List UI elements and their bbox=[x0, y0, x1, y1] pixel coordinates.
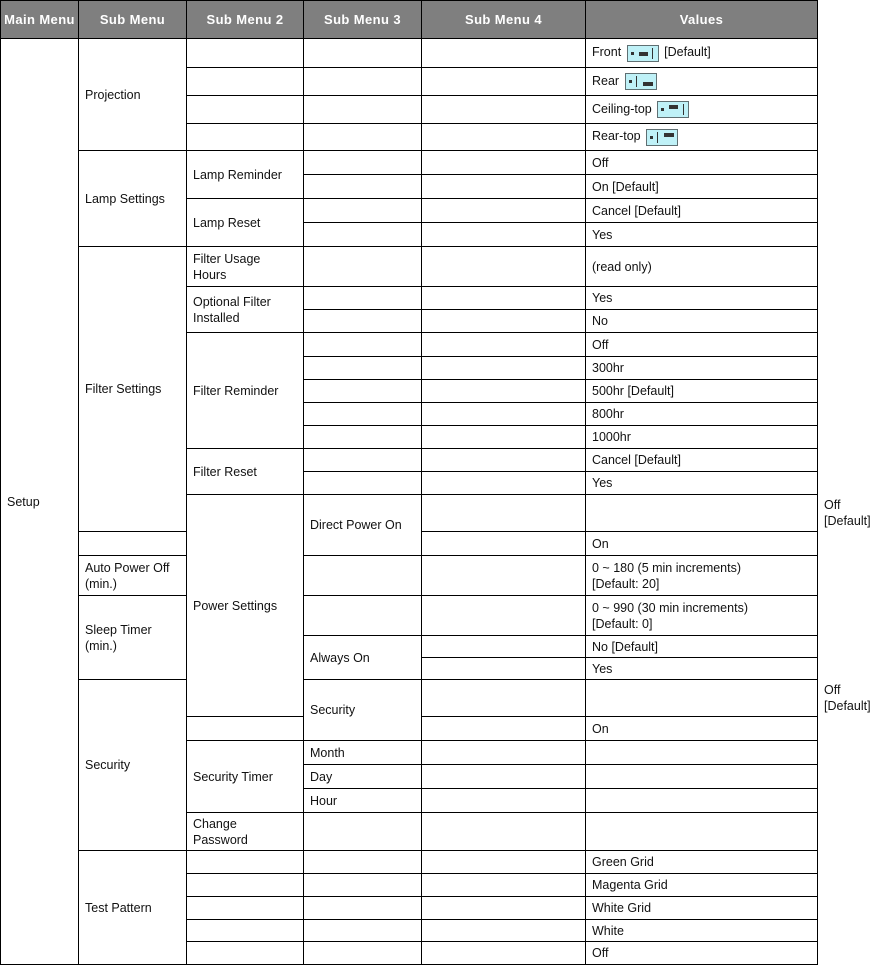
sub-menu-2-cell: Auto Power Off (min.) bbox=[79, 556, 187, 596]
value-cell bbox=[586, 39, 818, 68]
table-row bbox=[1, 247, 818, 287]
empty-cell bbox=[304, 223, 422, 247]
empty-cell bbox=[422, 813, 586, 851]
empty-cell bbox=[79, 532, 187, 556]
value-cell: 300hr bbox=[586, 357, 818, 380]
empty-cell bbox=[422, 897, 586, 920]
value-cell: 500hr [Default] bbox=[586, 380, 818, 403]
empty-cell bbox=[304, 851, 422, 874]
table-row bbox=[1, 151, 818, 175]
empty-cell bbox=[422, 636, 586, 658]
empty-cell bbox=[422, 717, 586, 741]
value-cell: Cancel [Default] bbox=[586, 199, 818, 223]
empty-cell bbox=[304, 357, 422, 380]
empty-cell bbox=[586, 741, 818, 765]
empty-cell bbox=[586, 813, 818, 851]
empty-cell bbox=[187, 96, 304, 124]
empty-cell bbox=[422, 596, 586, 636]
value-cell: Yes bbox=[586, 658, 818, 680]
empty-cell bbox=[422, 920, 586, 942]
sub-menu-2-cell: Sleep Timer (min.) bbox=[79, 596, 187, 680]
header-main-menu: Main Menu bbox=[1, 1, 79, 39]
empty-cell bbox=[187, 874, 304, 897]
sub-menu-cell: Filter Settings bbox=[79, 247, 187, 532]
value-cell: Magenta Grid bbox=[586, 874, 818, 897]
sub-menu-cell: Projection bbox=[79, 39, 187, 151]
empty-cell bbox=[304, 596, 422, 636]
empty-cell bbox=[422, 765, 586, 789]
table-row: Power Settings Direct Power On Off [Default] bbox=[1, 495, 818, 532]
value-text: Rear-top bbox=[592, 129, 641, 144]
sub-menu-3-cell: Month bbox=[304, 741, 422, 765]
empty-cell bbox=[422, 223, 586, 247]
main-menu-cell: Setup bbox=[1, 39, 79, 965]
sub-menu-2-cell: Lamp Reset bbox=[187, 199, 304, 247]
empty-cell bbox=[422, 39, 586, 68]
empty-cell bbox=[586, 495, 818, 532]
value-cell: (read only) bbox=[586, 247, 818, 287]
value-cell: On bbox=[586, 532, 818, 556]
empty-cell bbox=[304, 897, 422, 920]
empty-cell bbox=[422, 124, 586, 151]
table-row: Security Security Off [Default] bbox=[1, 680, 818, 717]
value-cell: Green Grid bbox=[586, 851, 818, 874]
value-cell: No [Default] bbox=[586, 636, 818, 658]
table-row bbox=[1, 556, 818, 596]
empty-cell bbox=[422, 247, 586, 287]
empty-cell bbox=[422, 199, 586, 223]
table-row bbox=[1, 851, 818, 874]
header-row bbox=[1, 1, 818, 39]
empty-cell bbox=[422, 789, 586, 813]
empty-cell bbox=[422, 449, 586, 472]
empty-cell bbox=[304, 199, 422, 223]
empty-cell bbox=[422, 68, 586, 96]
empty-cell bbox=[422, 472, 586, 495]
sub-menu-cell: Security bbox=[79, 680, 187, 851]
empty-cell bbox=[187, 68, 304, 96]
empty-cell bbox=[304, 813, 422, 851]
empty-cell bbox=[304, 472, 422, 495]
empty-cell bbox=[304, 175, 422, 199]
value-cell: Off bbox=[586, 942, 818, 965]
empty-cell bbox=[422, 741, 586, 765]
sub-menu-2-cell: Direct Power On bbox=[304, 495, 422, 556]
empty-cell bbox=[304, 96, 422, 124]
value-cell: Yes bbox=[586, 472, 818, 495]
value-cell bbox=[586, 68, 818, 96]
empty-cell bbox=[422, 680, 586, 717]
sub-menu-2-cell: Filter Usage Hours bbox=[187, 247, 304, 287]
empty-cell bbox=[304, 403, 422, 426]
value-cell: Yes bbox=[586, 223, 818, 247]
empty-cell bbox=[422, 175, 586, 199]
value-cell: No bbox=[586, 310, 818, 333]
header-sub-menu-2: Sub Menu 2 bbox=[187, 1, 304, 39]
empty-cell bbox=[187, 942, 304, 965]
value-cell bbox=[586, 96, 818, 124]
empty-cell bbox=[422, 403, 586, 426]
empty-cell bbox=[586, 680, 818, 717]
empty-cell bbox=[187, 39, 304, 68]
projection-rear-icon bbox=[625, 73, 657, 90]
empty-cell bbox=[422, 658, 586, 680]
sub-menu-2-cell: Filter Reminder bbox=[187, 333, 304, 449]
empty-cell bbox=[422, 151, 586, 175]
value-cell: Off bbox=[586, 151, 818, 175]
projection-front-icon bbox=[627, 45, 659, 62]
empty-cell bbox=[304, 874, 422, 897]
value-cell: White bbox=[586, 920, 818, 942]
value-cell: Cancel [Default] bbox=[586, 449, 818, 472]
empty-cell bbox=[422, 495, 586, 532]
empty-cell bbox=[422, 287, 586, 310]
empty-cell bbox=[422, 333, 586, 357]
value-text: Front bbox=[592, 45, 622, 60]
value-text: [Default] bbox=[664, 45, 711, 60]
value-cell: On bbox=[586, 717, 818, 741]
empty-cell bbox=[586, 765, 818, 789]
empty-cell bbox=[586, 789, 818, 813]
empty-cell bbox=[422, 380, 586, 403]
empty-cell bbox=[187, 124, 304, 151]
value-cell bbox=[586, 124, 818, 151]
sub-menu-cell: Test Pattern bbox=[79, 851, 187, 965]
projection-ceiling-icon bbox=[657, 101, 689, 118]
value-cell: On [Default] bbox=[586, 175, 818, 199]
empty-cell bbox=[304, 124, 422, 151]
sub-menu-2-cell: Security bbox=[304, 680, 422, 741]
header-sub-menu-3: Sub Menu 3 bbox=[304, 1, 422, 39]
empty-cell bbox=[304, 151, 422, 175]
empty-cell bbox=[304, 380, 422, 403]
empty-cell bbox=[422, 851, 586, 874]
value-text: Rear bbox=[592, 73, 620, 88]
empty-cell bbox=[304, 39, 422, 68]
value-cell: 0 ~ 990 (30 min increments) [Default: 0] bbox=[586, 596, 818, 636]
empty-cell bbox=[422, 96, 586, 124]
empty-cell bbox=[422, 874, 586, 897]
table-row bbox=[1, 596, 818, 636]
value-cell: 800hr bbox=[586, 403, 818, 426]
sub-menu-cell: Lamp Settings bbox=[79, 151, 187, 247]
value-cell: 0 ~ 180 (5 min increments) [Default: 20] bbox=[586, 556, 818, 596]
value-cell: Yes bbox=[586, 287, 818, 310]
sub-menu-3-cell: Hour bbox=[304, 789, 422, 813]
empty-cell bbox=[304, 942, 422, 965]
value-cell: White Grid bbox=[586, 897, 818, 920]
empty-cell bbox=[304, 920, 422, 942]
sub-menu-3-cell: Always On bbox=[304, 636, 422, 680]
value-cell: Off bbox=[586, 333, 818, 357]
empty-cell bbox=[304, 68, 422, 96]
sub-menu-2-cell: Security Timer bbox=[187, 741, 304, 813]
empty-cell bbox=[304, 426, 422, 449]
header-values: Values bbox=[586, 1, 818, 39]
empty-cell bbox=[422, 357, 586, 380]
sub-menu-2-cell: Optional Filter Installed bbox=[187, 287, 304, 333]
header-sub-menu-4: Sub Menu 4 bbox=[422, 1, 586, 39]
empty-cell bbox=[187, 717, 304, 741]
sub-menu-2-cell: Filter Reset bbox=[187, 449, 304, 495]
empty-cell bbox=[422, 942, 586, 965]
sub-menu-2-cell: Lamp Reminder bbox=[187, 151, 304, 199]
value-text: Ceiling-top bbox=[592, 101, 652, 116]
projection-rear-top-icon bbox=[646, 129, 678, 146]
sub-menu-3-cell: Day bbox=[304, 765, 422, 789]
empty-cell bbox=[304, 247, 422, 287]
sub-menu-cell: Power Settings bbox=[187, 495, 304, 717]
empty-cell bbox=[187, 851, 304, 874]
empty-cell bbox=[422, 310, 586, 333]
empty-cell bbox=[187, 897, 304, 920]
empty-cell bbox=[304, 556, 422, 596]
sub-menu-2-cell: Change Password bbox=[187, 813, 304, 851]
empty-cell bbox=[187, 920, 304, 942]
empty-cell bbox=[422, 556, 586, 596]
value-cell: 1000hr bbox=[586, 426, 818, 449]
empty-cell bbox=[422, 426, 586, 449]
empty-cell bbox=[422, 532, 586, 556]
empty-cell bbox=[304, 449, 422, 472]
header-sub-menu: Sub Menu bbox=[79, 1, 187, 39]
empty-cell bbox=[304, 287, 422, 310]
empty-cell bbox=[304, 333, 422, 357]
table-row bbox=[1, 39, 818, 68]
empty-cell bbox=[304, 310, 422, 333]
